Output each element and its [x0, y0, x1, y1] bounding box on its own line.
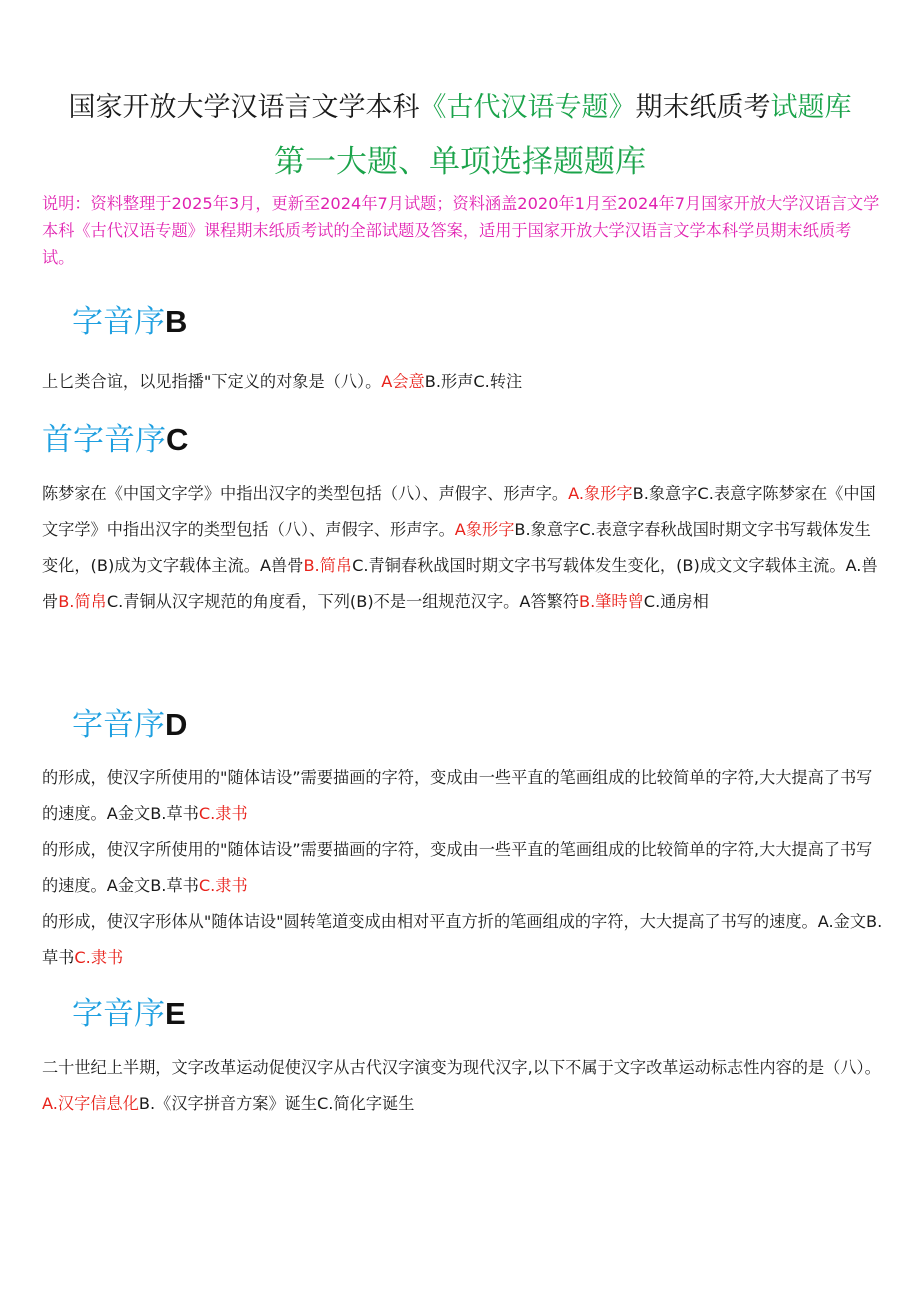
answer-highlight: C.隶书 [74, 948, 124, 967]
answer-highlight: A象形字 [454, 520, 515, 539]
answer-highlight: A会意 [381, 372, 425, 391]
answer-highlight: C.隶书 [198, 804, 248, 823]
question-paragraph [42, 760, 884, 832]
question-text: C.通房相 [643, 592, 709, 611]
question-text: B.象意字C.表意字春秋战国时期文字书写载体发生变化，(B)成为文字载体主流。A兽骨 [42, 520, 871, 575]
question-paragraph [42, 832, 884, 904]
answer-highlight: B.简帛 [303, 556, 353, 575]
section-heading-c [42, 420, 188, 460]
question-text: B.形声C.转注 [424, 372, 523, 391]
section-heading-d [72, 705, 187, 745]
section-letter: C [166, 422, 189, 457]
question-paragraph [42, 904, 884, 976]
question-paragraph [42, 1050, 884, 1122]
question-text: 二十世纪上半期，文字改革运动促使汉字从古代汉字演变为现代汉字,以下不属于文字改革运动标志性内容的是（八）。 [42, 1058, 881, 1077]
question-paragraph [42, 364, 884, 400]
answer-highlight: A.象形字 [568, 484, 633, 503]
question-text: B.《汉字拼音方案》诞生C.简化字诞生 [138, 1094, 415, 1113]
answer-highlight: A.汉字信息化 [42, 1094, 139, 1113]
question-text: B.象意字C.表意字陈梦家在《中国文字学》中指出汉字的类型包括（八）、声假字、形声字。 [42, 484, 876, 539]
section-letter: E [165, 996, 186, 1031]
section-heading-e [72, 994, 186, 1034]
question-text: C.青铜春秋战国时期文字书写载体发生变化，(B)成文文字载体主流。A.兽骨 [42, 556, 878, 611]
question-text: C.青铜从汉字规范的角度看，下列(B)不是一组规范汉字。A答繁符 [106, 592, 579, 611]
document-title [0, 90, 920, 126]
title-part-4: 试题库 [770, 92, 852, 123]
question-text: 陈梦家在《中国文字学》中指出汉字的类型包括（八）、声假字、形声字。 [42, 484, 569, 503]
section-heading-text: 字音序 [72, 707, 165, 743]
section-letter: D [165, 707, 188, 742]
section-heading-text: 字音序 [72, 304, 165, 340]
title-part-1: 国家开放大学汉语言文学本科 [68, 92, 420, 123]
answer-highlight: B.肇時曾 [578, 592, 644, 611]
document-subtitle: 第一大题、单项选择题题库 [274, 144, 646, 180]
question-text: 上匕类合谊，以见指播"下定义的对象是（八）。 [42, 372, 382, 391]
section-heading-b [72, 302, 187, 342]
answer-highlight: C.隶书 [198, 876, 248, 895]
question-text: 的形成，使汉字形体从"随体诘设"圆转笔道变成由相对平直方折的笔画组成的字符，大大提高了书写的速度。A.金文B.草书 [42, 912, 883, 967]
section-heading-text: 首字音序 [42, 422, 166, 458]
title-part-3: 期末纸质考 [635, 92, 771, 123]
intro-note: 说明：资料整理于2025年3月，更新至2024年7月试题；资料涵盖2020年1月至2024年7月国家开放大学汉语言文学本科《古代汉语专题》课程期末纸质考试的全部试题及答案，适用于国家开放大学汉语言文学本科学员期末纸质考试。 [42, 194, 880, 267]
section-heading-text: 字音序 [72, 996, 165, 1032]
title-part-2: 《古代汉语专题》 [419, 92, 636, 123]
question-paragraph [42, 476, 884, 620]
question-text: 的形成，使汉字所使用的"随体诘设”需要描画的字符，变成由一些平直的笔画组成的比较简单的字符,大大提高了书写的速度。A金文B.草书 [42, 840, 873, 895]
question-text: 的形成，使汉字所使用的"随体诘设”需要描画的字符，变成由一些平直的笔画组成的比较简单的字符,大大提高了书写的速度。A金文B.草书 [42, 768, 873, 823]
section-letter: B [165, 304, 188, 339]
answer-highlight: B.简帛 [58, 592, 107, 611]
